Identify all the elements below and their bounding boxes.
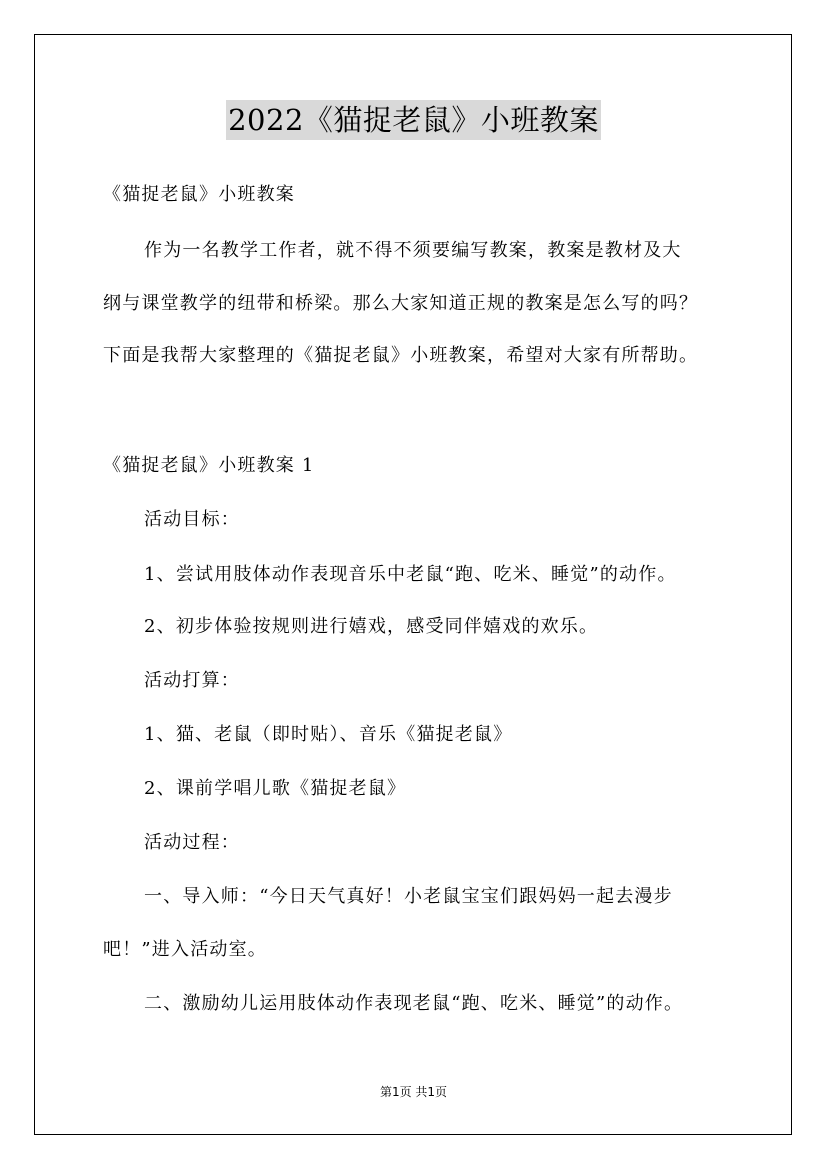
body-line-goal-2: 2、初步体验按规则进行嬉戏，感受同伴嬉戏的欢乐。	[144, 616, 599, 637]
body-line-process-1b: 吧！”进入活动室。	[103, 939, 268, 960]
body-line-prep-1: 1、猫、老鼠（即时贴）、音乐《猫捉老鼠》	[144, 724, 513, 745]
section-heading: 《猫捉老鼠》小班教案 1	[103, 455, 315, 476]
intro-line-2: 纲与课堂教学的纽带和桥梁。那么大家知道正规的教案是怎么写的吗？	[103, 293, 699, 314]
document-subtitle: 《猫捉老鼠》小班教案	[103, 184, 295, 205]
title-container	[0, 100, 827, 140]
body-line-process-label: 活动过程：	[144, 832, 240, 853]
body-line-prep-2: 2、课前学唱儿歌《猫捉老鼠》	[144, 778, 407, 799]
body-line-prep-label: 活动打算：	[144, 670, 240, 691]
body-line-process-1a: 一、导入师：“今日天气真好！小老鼠宝宝们跟妈妈一起去漫步	[144, 886, 673, 907]
body-line-goals-label: 活动目标：	[144, 509, 240, 530]
page-footer: 第1页 共1页	[379, 1085, 448, 1099]
intro-line-1: 作为一名教学工作者，就不得不须要编写教案，教案是教材及大	[144, 240, 682, 261]
document-title: 2022《猫捉老鼠》小班教案	[226, 100, 601, 140]
body-line-goal-1: 1、尝试用肢体动作表现音乐中老鼠“跑、吃米、睡觉”的动作。	[144, 564, 677, 585]
intro-line-3: 下面是我帮大家整理的《猫捉老鼠》小班教案，希望对大家有所帮助。	[103, 345, 699, 366]
body-line-process-2: 二、激励幼儿运用肢体动作表现老鼠“跑、吃米、睡觉”的动作。	[144, 993, 684, 1014]
